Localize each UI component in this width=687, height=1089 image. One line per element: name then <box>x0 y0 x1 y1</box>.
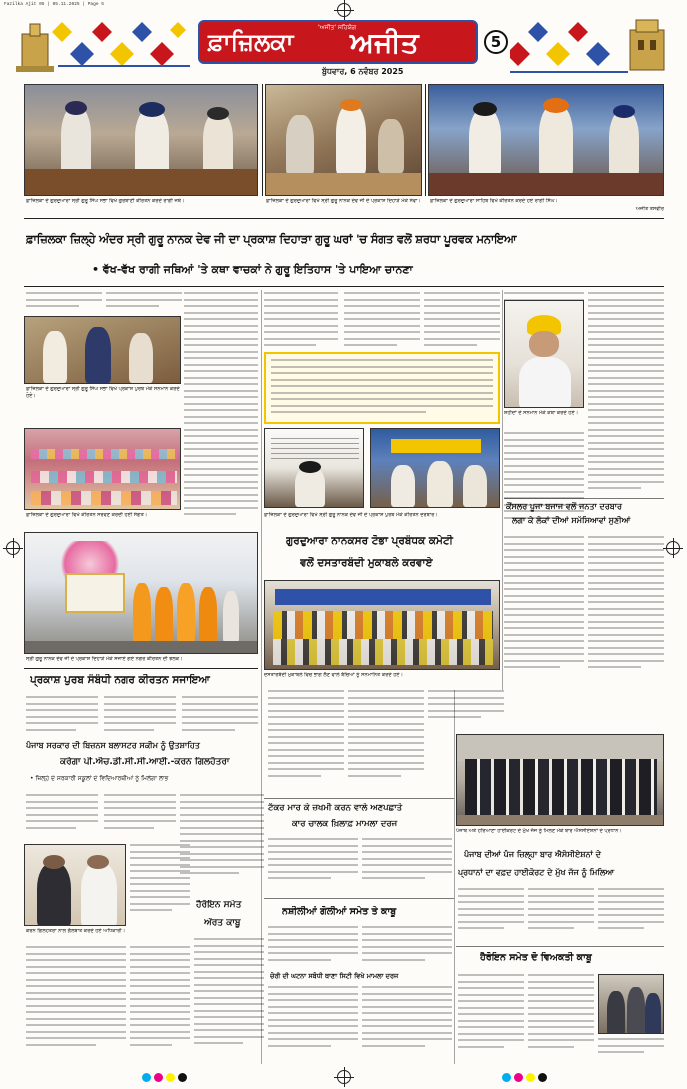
drugs-text-1 <box>268 926 358 970</box>
section-rule <box>264 898 454 899</box>
lead-story-text-left-1 <box>26 292 102 314</box>
nagar-kirtan-headline: ਪ੍ਰਕਾਸ਼ ਪੁਰਬ ਸੰਬੰਧੀ ਨਗਰ ਕੀਰਤਨ ਸਜਾਇਆ <box>30 674 210 686</box>
bar-association-headline-1: ਪੰਜਾਬ ਦੀਆਂ ਪੰਜ ਜ਼ਿਲ੍ਹਾ ਬਾਰ ਐਸੋਸੀਏਸ਼ਨਾਂ ਦੇ <box>464 850 601 859</box>
lead-story-text-col-4 <box>344 292 420 350</box>
business-text-6 <box>180 794 264 890</box>
lead-story-text-col-2 <box>184 292 258 528</box>
bar-association-caption: ਪੰਜਾਬ ਅਤੇ ਹਰਿਆਣਾ ਹਾਈਕੋਰਟ ਦੇ ਮੁੱਖ ਜੱਜ ਨੂੰ ਮਿਲਣ ਮੌਕੇ ਬਾਰ ਐਸੋਸੀਏਸ਼ਨਾਂ ਦੇ ਪ੍ਰਧਾਨ। <box>456 828 622 834</box>
middle-lower-text-2 <box>348 690 424 798</box>
masthead-title-block <box>198 20 478 64</box>
top-photo-seva <box>265 84 422 196</box>
right-portrait-photo <box>504 300 584 408</box>
registration-mark-icon <box>6 541 20 555</box>
column-rule <box>502 290 503 690</box>
bar-association-text-3 <box>598 888 664 944</box>
left-photo-sanman <box>24 316 181 384</box>
bar-association-text-1 <box>458 888 524 944</box>
lead-story-text-left-2 <box>106 292 182 314</box>
top-photo-caption-1: ਫ਼ਾਜ਼ਿਲਕਾ ਦੇ ਗੁਰਦੁਆਰਾ ਸ੍ਰੀ ਗੁਰੂ ਸਿੰਘ ਸਭਾ ਵਿਖੇ ਗੁਰਬਾਣੀ ਕੀਰਤਨ ਕਰਦੇ ਰਾਗੀ ਜਥੇ। <box>26 198 185 204</box>
dastar-headline-1: ਗੁਰਦੁਆਰਾ ਨਾਨਕਸਰ ਟੋਭਾ ਪ੍ਰਬੰਧਕ ਕਮੇਟੀ <box>286 535 453 547</box>
column-rule <box>261 290 262 1064</box>
print-slug: Fazilka Ajit 05 | 05.11.2025 | Page 5 <box>4 2 104 7</box>
left-photo-sangat <box>24 428 181 510</box>
column-rule <box>454 690 455 1064</box>
top-photo-caption-3: ਫ਼ਾਜ਼ਿਲਕਾ ਦੇ ਗੁਰਦੁਆਰਾ ਸਾਹਿਬ ਵਿਖੇ ਕੀਰਤਨ ਕਰਦੇ ਹੋਏ ਰਾਗੀ ਸਿੰਘ। <box>430 198 558 204</box>
councillor-headline-1: ਕੌਂਸਲਰ ਪੂਜਾ ਬਜਾਜ ਵਲੋਂ ਜਨਤਾ ਦਰਬਾਰ <box>506 502 623 511</box>
section-rule <box>504 498 664 499</box>
page-number: 5 <box>484 30 508 54</box>
masthead-dateline: ਬੁੱਧਵਾਰ, 6 ਨਵੰਬਰ 2025 <box>322 67 404 76</box>
business-caption: ਕਰਨ ਗਿਲਹੋਤਰਾ ਨਾਲ ਗੱਲਬਾਤ ਕਰਦੇ ਹੋਏ ਅਧਿਕਾਰੀ। <box>26 928 126 934</box>
tractor-headline-2: ਕਾਰ ਚਾਲਕ ਖ਼ਿਲਾਫ਼ ਮਾਮਲਾ ਦਰਜ <box>292 819 398 829</box>
drugs-headline: ਨਸ਼ੀਲੀਆਂ ਗੋਲੀਆਂ ਸਮੇਤ ਤੇ ਕਾਬੂ <box>282 906 397 917</box>
footer-color-bar <box>22 1072 662 1084</box>
lead-story-text-col-5 <box>424 292 500 350</box>
column-rule <box>425 84 426 196</box>
middle-photo-kirtan-left <box>264 428 364 508</box>
business-headline-2: ਕਰੇਗਾ ਪੀ.ਐਚ.ਡੀ.ਸੀ.ਸੀ.ਆਈ.-ਕਰਨ ਗਿਲਹੋਤਰਾ <box>60 757 230 767</box>
business-subheadline: • ਜ਼ਿਲ੍ਹੇ ਦੇ ਸਰਕਾਰੀ ਸਕੂਲਾਂ ਦੇ ਵਿਦਿਆਰਥੀਆਂ ਨੂੰ ਮਿਲੇਗਾ ਲਾਭ <box>30 775 169 782</box>
drugs-text-2 <box>362 926 452 970</box>
bar-association-headline-2: ਪ੍ਰਧਾਨਾਂ ਦਾ ਵਫ਼ਦ ਹਾਈਕੋਰਟ ਦੇ ਮੁੱਖ ਜੱਜ ਨੂੰ ਮਿਲਿਆ <box>458 868 615 877</box>
heroin-1-text <box>194 938 264 1064</box>
nagar-kirtan-text-1 <box>26 696 98 740</box>
masthead-subtitle: 'ਅਜੀਤ' ਸਹਿਯੋਗ <box>318 24 357 31</box>
pull-quote-box <box>264 352 500 424</box>
heroin-2-text-1 <box>458 974 524 1064</box>
top-photo-caption-2: ਫ਼ਾਜ਼ਿਲਕਾ ਦੇ ਗੁਰਦੁਆਰਾ ਵਿਖੇ ਸ੍ਰੀ ਗੁਰੂ ਨਾਨਕ ਦੇਵ ਜੀ ਦੇ ਪ੍ਰਕਾਸ਼ ਦਿਹਾੜੇ ਮੌਕੇ ਸੇਵਾ। <box>266 198 421 204</box>
masthead-left-ornament-icon <box>2 16 192 78</box>
registration-mark-icon <box>666 541 680 555</box>
left-photo-caption-c: ਸ੍ਰੀ ਗੁਰੂ ਨਾਨਕ ਦੇਵ ਜੀ ਦੇ ਪ੍ਰਕਾਸ਼ ਦਿਹਾੜੇ ਮੌਕੇ ਸਜਾਏ ਗਏ ਨਗਰ ਕੀਰਤਨ ਦੀ ਝਲਕ। <box>26 656 183 662</box>
heroin-2-photo <box>598 974 664 1034</box>
middle-lower-text-3 <box>428 690 504 730</box>
nagar-kirtan-rule <box>24 668 258 669</box>
middle-lower-text-1 <box>268 690 344 798</box>
top-photo-kirtan-2 <box>428 84 664 196</box>
bar-association-text-2 <box>528 888 594 944</box>
business-text-4 <box>26 946 126 1064</box>
heroin-1-headline-1: ਹੈਰੋਇਨ ਸਮੇਤ <box>196 900 242 910</box>
right-story-text-col-2 <box>504 432 584 528</box>
left-photo-nagar-kirtan <box>24 532 258 654</box>
councillor-story-text-1 <box>504 536 584 684</box>
heroin-2-text-3 <box>598 1038 664 1064</box>
headline-rule-bottom <box>24 286 664 287</box>
business-photo <box>24 844 126 926</box>
heroin-1-headline-2: ਔਰਤ ਕਾਬੂ <box>204 918 241 928</box>
masthead-title-right: ਅਜੀਤ <box>350 26 419 59</box>
top-photo-credit-3: ਅਜੀਤ ਤਸਵੀਰ <box>635 206 664 212</box>
nagar-kirtan-text-3 <box>182 696 258 740</box>
drugs-text-4 <box>362 986 452 1064</box>
section-rule <box>456 946 664 947</box>
masthead-title-left: ਫ਼ਾਜ਼ਿਲਕਾ <box>208 28 294 56</box>
tractor-text-2 <box>362 838 452 894</box>
middle-photo-caption: ਫ਼ਾਜ਼ਿਲਕਾ ਦੇ ਗੁਰਦੁਆਰਾ ਵਿਖੇ ਸ੍ਰੀ ਗੁਰੂ ਨਾਨਕ ਦੇਵ ਜੀ ਦੇ ਪ੍ਰਕਾਸ਼ ਪੁਰਬ ਮੌਕੇ ਕੀਰਤਨ ਦਰਬਾਰ। <box>264 512 438 518</box>
column-rule <box>262 84 263 196</box>
right-story-text-col-3 <box>588 292 664 502</box>
top-photo-kirtan-1 <box>24 84 258 196</box>
left-photo-caption-b: ਫ਼ਾਜ਼ਿਲਕਾ ਦੇ ਗੁਰਦੁਆਰਾ ਵਿਖੇ ਕੀਰਤਨ ਸਰਵਣ ਕਰਦੀ ਹੋਈ ਸੰਗਤ। <box>26 512 148 518</box>
tractor-text-1 <box>268 838 358 894</box>
masthead-right-ornament-icon <box>510 16 685 78</box>
right-portrait-caption: ਸ਼ਹੀਦਾਂ ਦੇ ਸਨਮਾਨ ਮੌਕੇ ਕਥਾ ਕਰਦੇ ਹੋਏ। <box>504 410 579 416</box>
tractor-headline-1: ਟੱਕਰ ਮਾਰ ਕੇ ਜ਼ਖਮੀ ਕਰਨ ਵਾਲੇ ਅਣਪਛਾਤੇ <box>268 803 403 813</box>
business-text-1 <box>26 794 98 838</box>
drugs-subheadline: ਚੋਰੀ ਦੀ ਘਟਨਾ ਸਬੰਧੀ ਥਾਣਾ ਸਿਟੀ ਵਿਖੇ ਮਾਮਲਾ ਦਰਜ <box>270 972 399 980</box>
heroin-2-text-2 <box>528 974 594 1064</box>
business-text-5 <box>130 946 190 1064</box>
lead-headline: ਫ਼ਾਜ਼ਿਲਕਾ ਜ਼ਿਲ੍ਹੇ ਅੰਦਰ ਸ੍ਰੀ ਗੁਰੂ ਨਾਨਕ ਦੇਵ ਜੀ ਦਾ ਪ੍ਰਕਾਸ਼ ਦਿਹਾੜਾ ਗੁਰੂ ਘਰਾਂ 'ਚ ਸੰਗਤ ਵਲੋਂ ਸ਼ਰਧਾ ਪੂਰਵਕ ਮਨਾਇਆ <box>26 232 517 246</box>
drugs-text-3 <box>268 986 358 1064</box>
heroin-2-headline: ਹੈਰੋਇਨ ਸਮੇਤ ਦੋ ਵਿਅਕਤੀ ਕਾਬੂ <box>480 952 592 963</box>
bar-association-photo <box>456 734 664 826</box>
business-headline-1: ਪੰਜਾਬ ਸਰਕਾਰ ਦੀ ਬਿਜ਼ਨਸ ਬਲਾਸਟਰ ਸਕੀਮ ਨੂੰ ਉਤਸ਼ਾਹਿਤ <box>26 741 200 750</box>
dastar-headline-2: ਵਲੋਂ ਦਸਤਾਰਬੰਦੀ ਮੁਕਾਬਲੇ ਕਰਵਾਏ <box>300 557 433 569</box>
masthead <box>0 14 687 82</box>
business-text-2 <box>104 794 176 838</box>
dastar-group-photo <box>264 580 500 670</box>
left-photo-caption-a: ਫ਼ਾਜ਼ਿਲਕਾ ਦੇ ਗੁਰਦੁਆਰਾ ਸ੍ਰੀ ਗੁਰੂ ਸਿੰਘ ਸਭਾ ਵਿਖੇ ਪ੍ਰਕਾਸ਼ ਪੁਰਬ ਮੌਕੇ ਸਨਮਾਨ ਕਰਦੇ ਹੋਏ। <box>26 386 180 399</box>
headline-rule-top <box>24 218 664 219</box>
dastar-caption: ਦਸਤਾਰਬੰਦੀ ਮੁਕਾਬਲੇ ਵਿਚ ਭਾਗ ਲੈਣ ਵਾਲੇ ਬੱਚਿਆਂ ਨੂੰ ਸਨਮਾਨਿਤ ਕਰਦੇ ਹੋਏ। <box>264 672 403 678</box>
councillor-story-text-2 <box>588 536 664 684</box>
lead-story-text-col-3 <box>264 292 338 350</box>
lead-subheadline: • ਵੱਖ-ਵੱਖ ਰਾਗੀ ਜਥਿਆਂ 'ਤੇ ਕਥਾ ਵਾਚਕਾਂ ਨੇ ਗੁਰੂ ਇਤਿਹਾਸ 'ਤੇ ਪਾਇਆ ਚਾਨਣਾ <box>92 263 413 276</box>
councillor-headline-2: ਲਗਾ ਕੇ ਲੋਕਾਂ ਦੀਆਂ ਸਮੱਸਿਆਵਾਂ ਸੁਣੀਆਂ <box>512 516 631 525</box>
middle-photo-kirtan-right <box>370 428 500 508</box>
nagar-kirtan-text-2 <box>104 696 176 740</box>
section-rule <box>264 798 454 799</box>
